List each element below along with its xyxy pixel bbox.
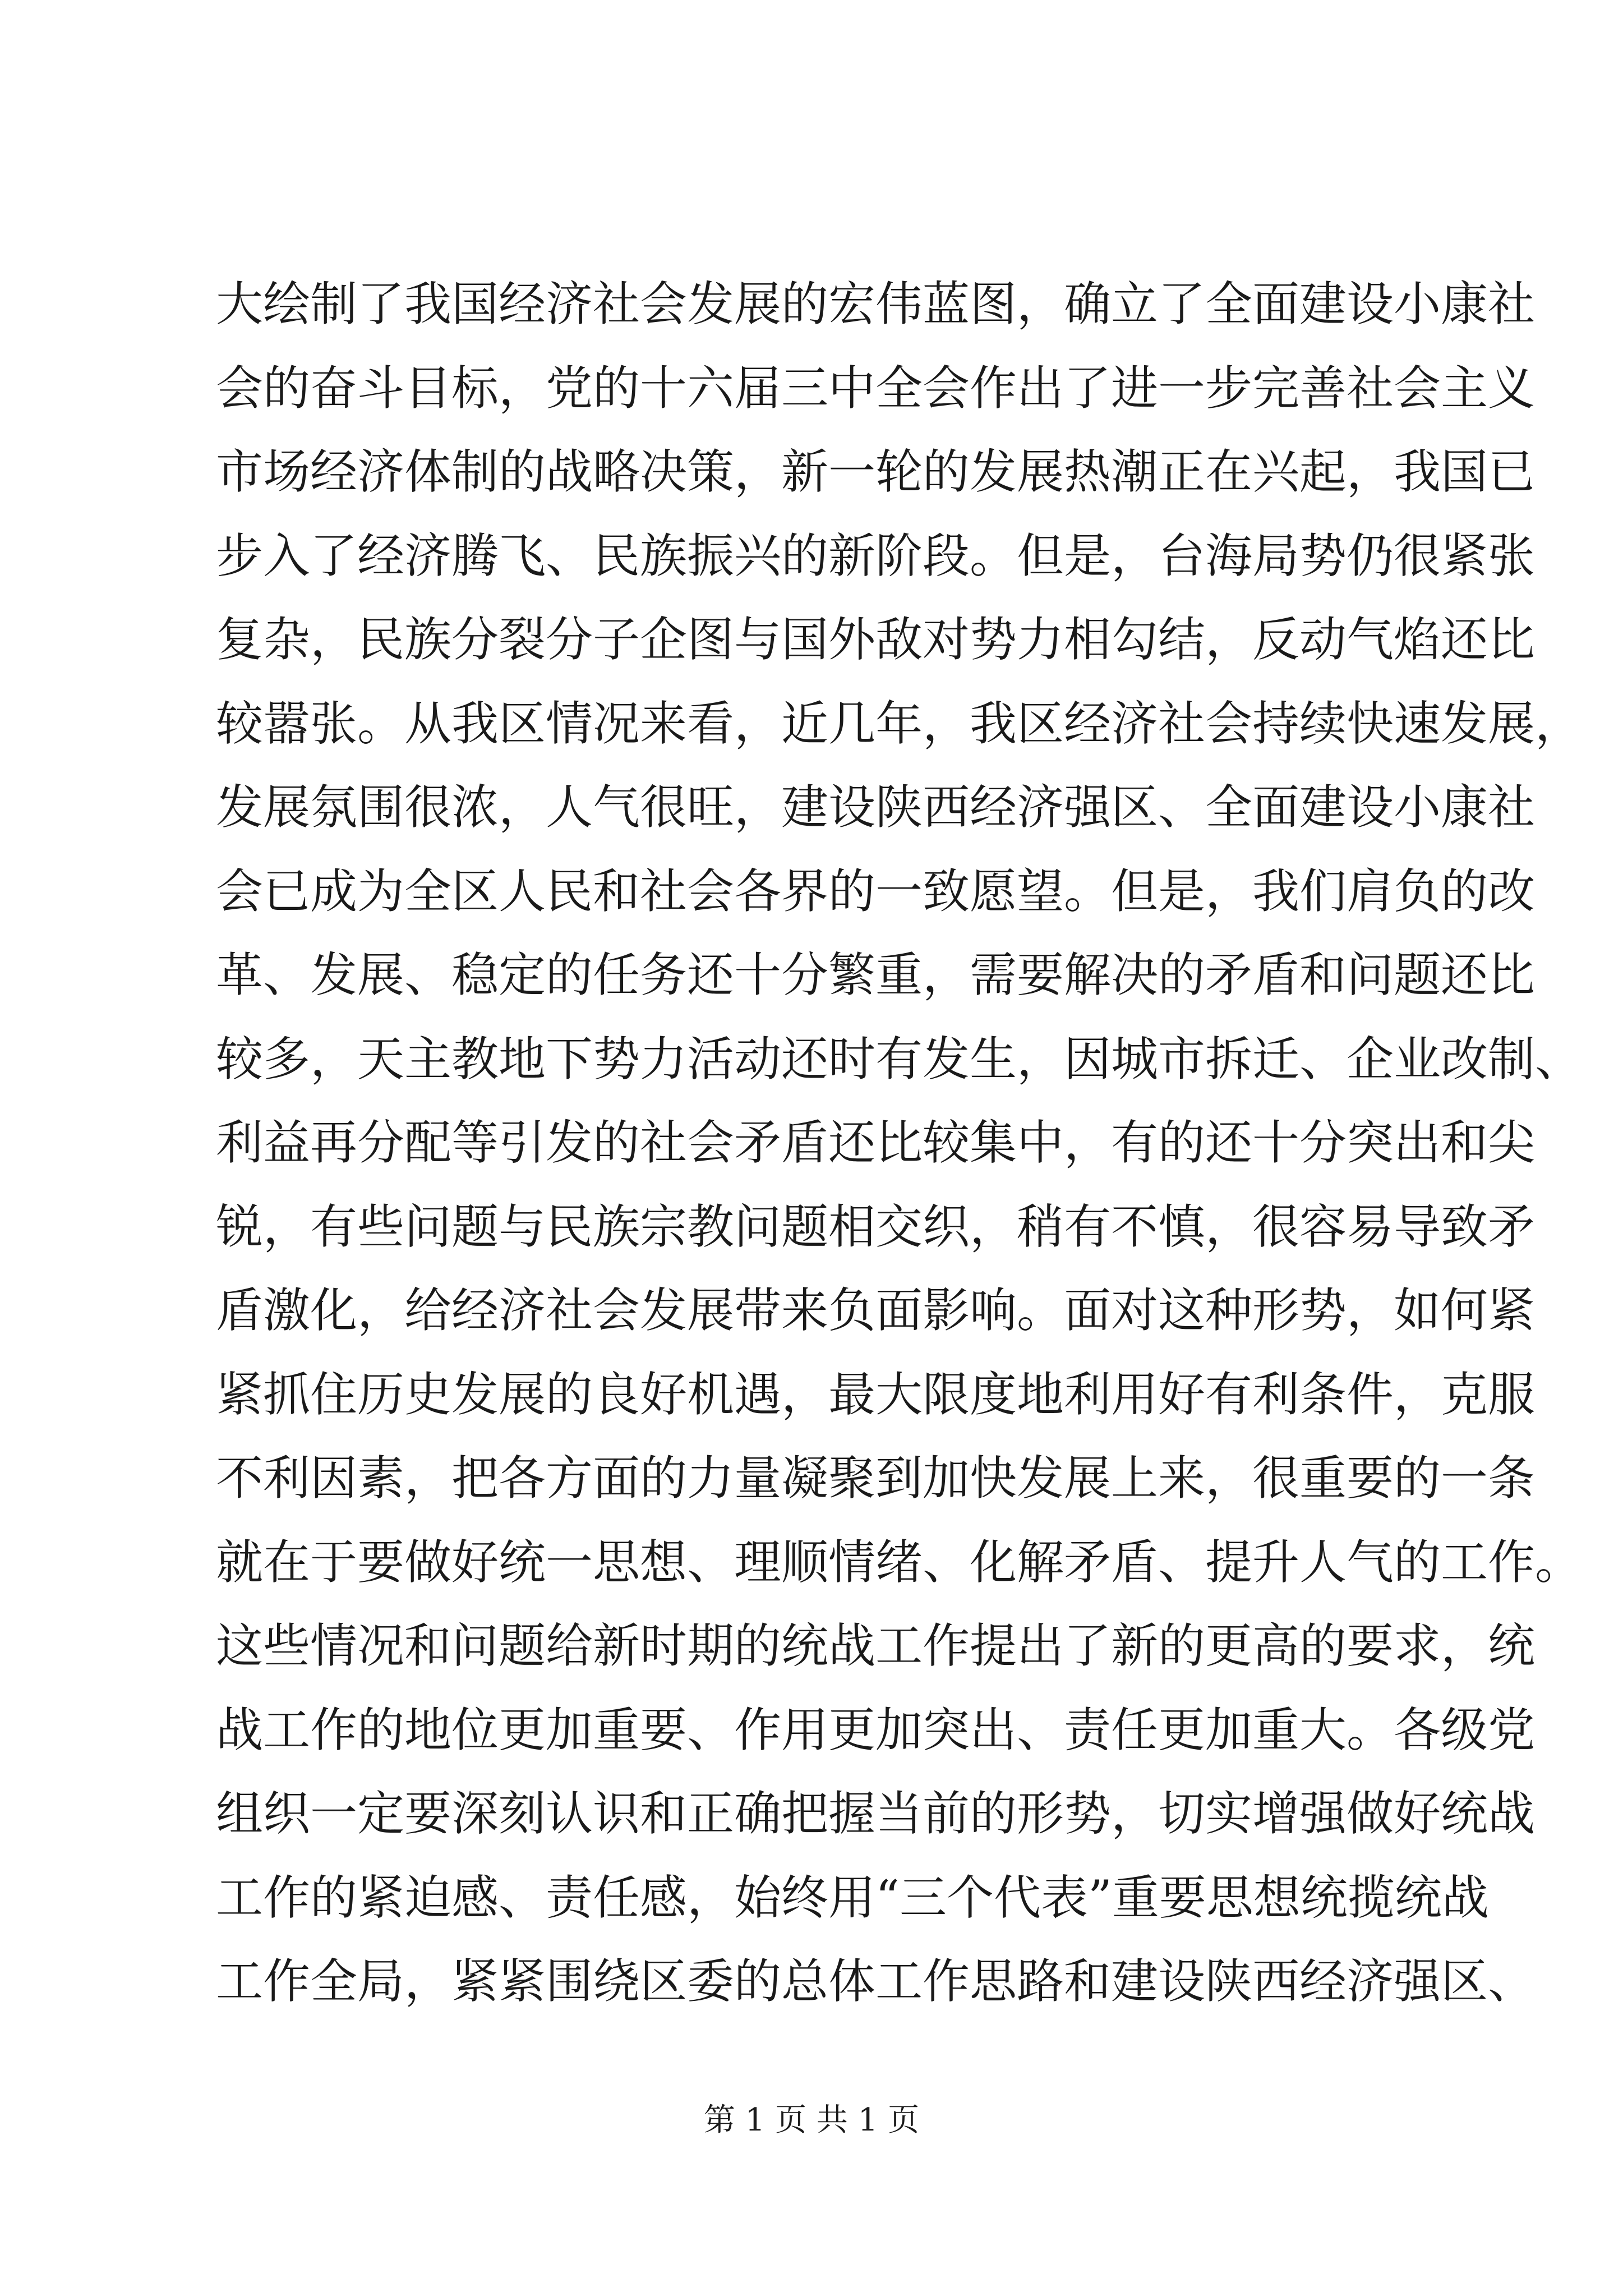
- text-line: 较嚣张。从我区情况来看，近几年，我区经济社会持续快速发展，: [216, 696, 1583, 751]
- text-line: 这些情况和问题给新时期的统战工作提出了新的更高的要求，统: [216, 1618, 1536, 1673]
- text-line: 不利因素，把各方面的力量凝聚到加快发展上来，很重要的一条: [216, 1451, 1536, 1506]
- text-line: 革、发展、稳定的任务还十分繁重，需要解决的矛盾和问题还比: [216, 947, 1536, 1002]
- text-line: 复杂，民族分裂分子企图与国外敌对势力相勾结，反动气焰还比: [216, 612, 1536, 667]
- text-line: 组织一定要深刻认识和正确把握当前的形势，切实增强做好统战: [216, 1786, 1536, 1841]
- text-line: 就在于要做好统一思想、理顺情绪、化解矛盾、提升人气的工作。: [216, 1534, 1583, 1590]
- text-line: 发展氛围很浓，人气很旺，建设陕西经济强区、全面建设小康社: [216, 780, 1536, 835]
- text-line: 步入了经济腾飞、民族振兴的新阶段。但是，台海局势仍很紧张: [216, 528, 1536, 583]
- text-line: 锐，有些问题与民族宗教问题相交织，稍有不慎，很容易导致矛: [216, 1199, 1536, 1254]
- text-line: 会的奋斗目标，党的十六届三中全会作出了进一步完善社会主义: [216, 360, 1536, 416]
- text-line: 盾激化，给经济社会发展带来负面影响。面对这种形势，如何紧: [216, 1283, 1536, 1338]
- page-number-label: 第 1 页 共 1 页: [703, 2102, 920, 2138]
- text-line: 较多，天主教地下势力活动还时有发生，因城市拆迁、企业改制、: [216, 1031, 1583, 1087]
- text-line: 工作的紧迫感、责任感，始终用“三个代表”重要思想统揽统战: [216, 1870, 1489, 1925]
- text-line: 会已成为全区人民和社会各界的一致愿望。但是，我们肩负的改: [216, 863, 1536, 919]
- text-line: 战工作的地位更加重要、作用更加突出、责任更加重大。各级党: [216, 1702, 1536, 1757]
- page-footer: [0, 2101, 1623, 2140]
- body-paragraph: [216, 263, 1583, 2024]
- text-line: 市场经济体制的战略决策，新一轮的发展热潮正在兴起，我国已: [216, 444, 1536, 499]
- text-line: 紧抓住历史发展的良好机遇，最大限度地利用好有利条件，克服: [216, 1366, 1536, 1422]
- text-line: 大绘制了我国经济社会发展的宏伟蓝图，确立了全面建设小康社: [216, 277, 1536, 332]
- text-line: 工作全局，紧紧围绕区委的总体工作思路和建设陕西经济强区、: [216, 1954, 1536, 2009]
- text-line: 利益再分配等引发的社会矛盾还比较集中，有的还十分突出和尖: [216, 1115, 1536, 1170]
